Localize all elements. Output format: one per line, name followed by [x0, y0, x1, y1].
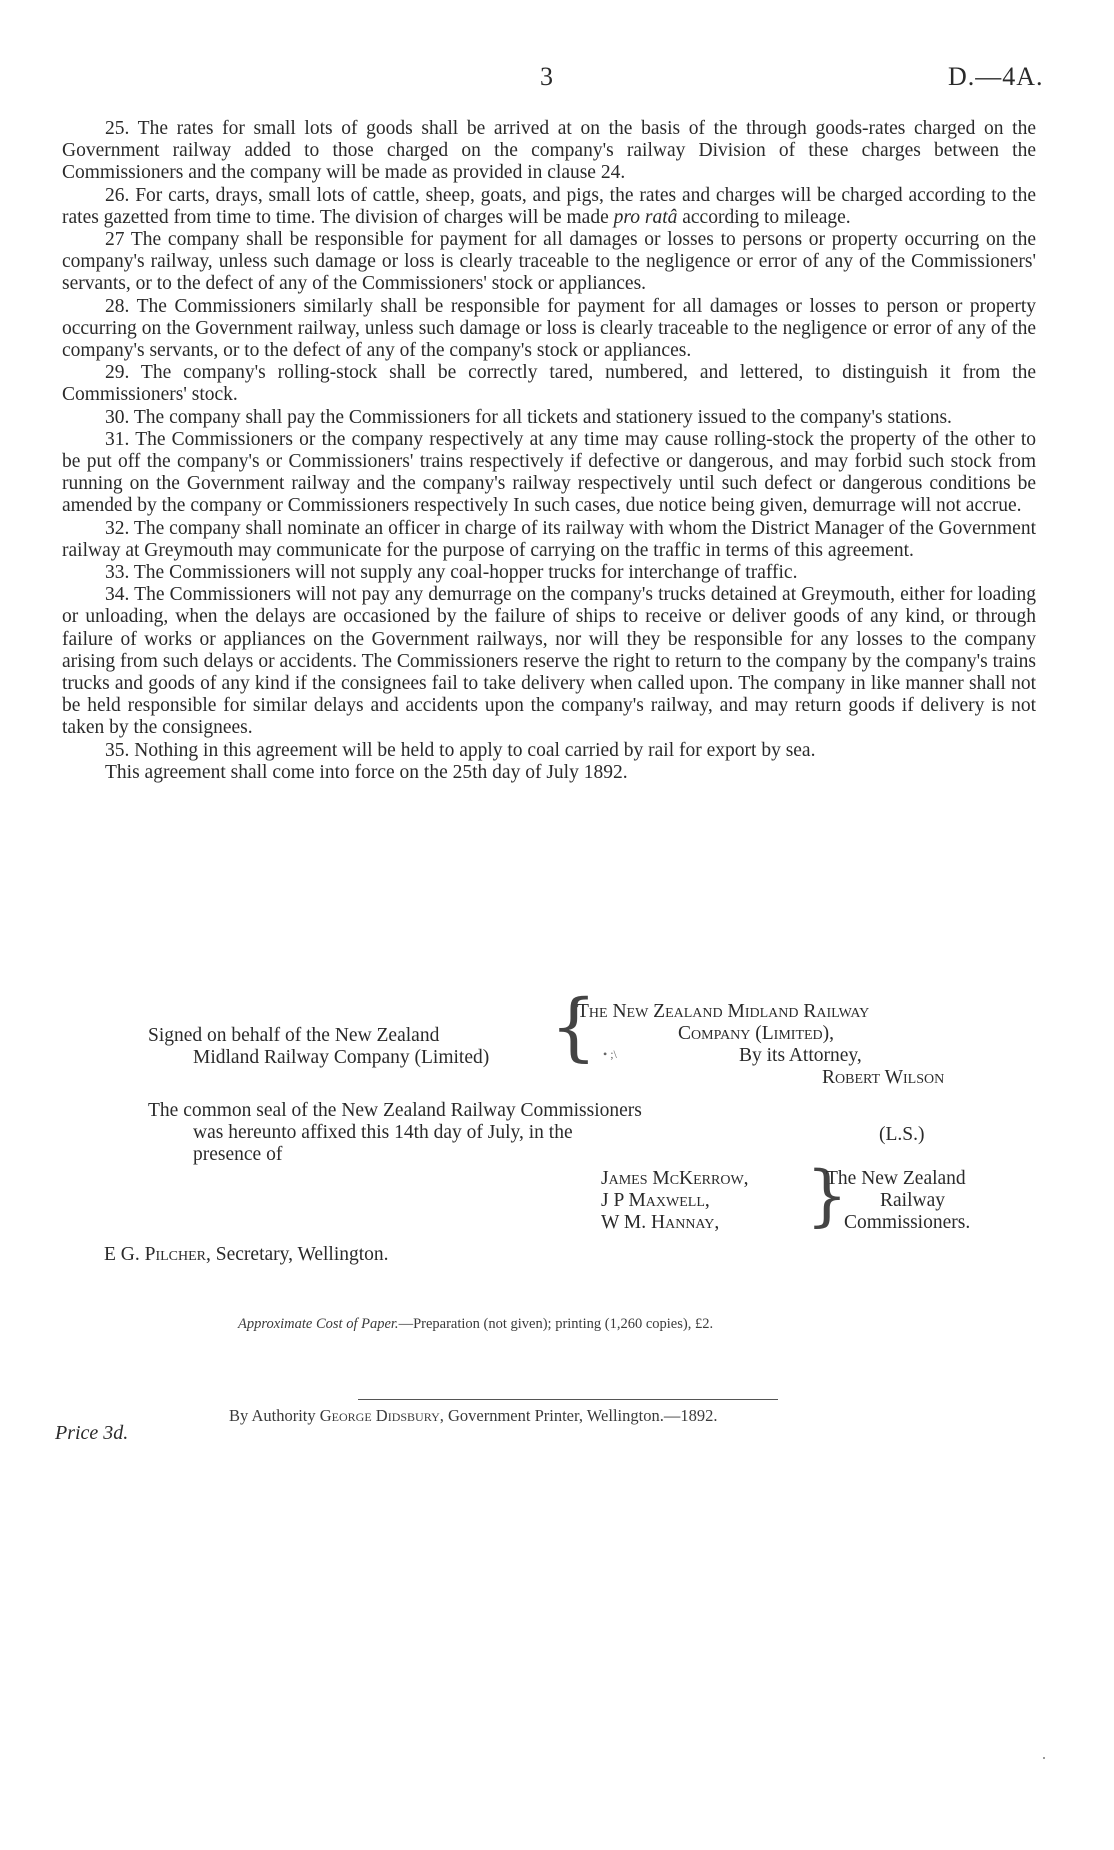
printer-name: George Didsbury, — [319, 1406, 444, 1425]
signatory-mckerrow: James McKerrow, — [601, 1168, 749, 1189]
page-number: 3 — [540, 62, 553, 91]
paper-speck — [1043, 1757, 1045, 1759]
clause-27: 27 The company shall be responsible for payment for all damages or losses to persons or property occurring on the company's railway, unless such damage or loss is clearly traceable to the negligence or error of any of the Commissioners' servants, or to the defect of any of the Commissioners' stock or appliances. — [62, 229, 1036, 295]
clause-26-end: according to mileage. — [682, 206, 851, 228]
seal-line1: The common seal of the New Zealand Railway Commissioners — [148, 1100, 642, 1121]
signatory-hannay: W M. Hannay, — [601, 1212, 720, 1233]
stray-mark: • ;\ — [603, 1047, 617, 1061]
commissioners-line3: Commissioners. — [844, 1212, 971, 1233]
seal-line2: was hereunto affixed this 14th day of July, in the — [193, 1122, 573, 1143]
clause-25: 25. The rates for small lots of goods shall be arrived at on the basis of the through goods-rates charged on the Government railway added to those charged on the company's railway Division of these charges between the Commissioners and the company will be made as provided in clause 24. — [62, 118, 1036, 184]
document-reference: D.—4A. — [948, 62, 1044, 91]
secretary-line — [104, 1244, 389, 1266]
clause-28: 28. The Commissioners similarly shall be responsible for payment for all damages or losses to person or property occurring on the Government railway, unless such damage or loss is clearly traceable to the negligence or error of any of the company's servants, or to the defect of any of the company's stock or appliances. — [62, 295, 1036, 362]
secretary-role: Secretary, Wellington. — [215, 1244, 389, 1265]
agreement-clauses — [62, 118, 1036, 784]
printing-cost-note — [238, 1316, 713, 1333]
clause-34: 34. The Commissioners will not pay any demurrage on the company's trucks detained at Greymouth, either for loading or unloading, when the delays are occasioned by the failure of ships to receive or deliver goods of any kind, or through failure of works or appliances on the Government railways, nor will they be responsible for any losses to the company arising from such delays or accidents. The Commissioners reserve the right to return to the company by the company's trains trucks and goods of any kind if the consignees fail to take delivery when called upon. The company in like manner shall not be held responsible for similar delays and accidents upon the company's railway, and may return goods if delivery is not taken by the consignees. — [62, 584, 1036, 739]
attorney-name: Robert Wilson — [822, 1067, 945, 1088]
company-sign-left-line1: Signed on behalf of the New Zealand — [148, 1025, 440, 1046]
authority-prefix: By Authority — [229, 1406, 316, 1425]
company-name-line2: Company (Limited), — [678, 1023, 835, 1044]
company-sign-left-line2: Midland Railway Company (Limited) — [193, 1047, 490, 1068]
clause-31: 31. The Commissioners or the company respectively at any time may cause rolling-stock the property of the other to be put off the company's or Commissioners' trains respectively if defective or dangerous, and may forbid such stock from running on the Government railway and the company's railway respectively until such defect or dangerous conditions be amended by the company or Commissioners respectively In such cases, due notice being given, demurrage will not accrue. — [62, 428, 1036, 517]
clause-30: 30. The company shall pay the Commissioners for all tickets and stationery issued to the company's stations. — [105, 406, 952, 428]
clause-26-text: 26. For carts, drays, small lots of cattle, sheep, goats, and pigs, the rates and charges will be charged according to the rates gazetted from time to time. The division of charges will be made — [62, 184, 1036, 228]
clause-26 — [62, 185, 1036, 229]
authority-suffix: Government Printer, Wellington.—1892. — [447, 1406, 718, 1425]
commissioners-line1: The New Zealand — [826, 1168, 966, 1189]
footer-rule — [358, 1399, 778, 1400]
cost-label: Approximate Cost of Paper. — [238, 1316, 399, 1332]
signatory-maxwell: J P Maxwell, — [601, 1190, 710, 1211]
commissioners-line2: Railway — [880, 1190, 945, 1211]
company-brace-icon: { — [550, 984, 598, 1070]
secretary-name: E G. Pilcher, — [104, 1244, 211, 1265]
commissioners-brace-icon: } — [806, 1157, 848, 1234]
clause-26-pro-rata: pro ratâ — [613, 206, 678, 228]
attorney-label: By its Attorney, — [739, 1045, 862, 1066]
company-name-line1: The New Zealand Midland Railway — [577, 1001, 870, 1022]
clause-33: 33. The Commissioners will not supply any coal-hopper trucks for interchange of traffic. — [105, 562, 798, 584]
price: Price 3d. — [55, 1422, 129, 1444]
clause-35: 35. Nothing in this agreement will be held to apply to coal carried by rail for export by sea. — [105, 739, 816, 761]
printer-imprint — [229, 1406, 717, 1426]
clause-29: 29. The company's rolling-stock shall be correctly tared, numbered, and lettered, to distinguish it from the Commissioners' stock. — [62, 362, 1036, 406]
locus-sigilli: (L.S.) — [879, 1124, 925, 1145]
cost-text: —Preparation (not given); printing (1,260 copies), £2. — [398, 1316, 714, 1332]
commencement-clause: This agreement shall come into force on the 25th day of July 1892. — [105, 761, 628, 783]
clause-32: 32. The company shall nominate an officer in charge of its railway with whom the District Manager of the Government railway at Greymouth may communicate for the purpose of carrying on the traffic in terms of this agreement. — [62, 517, 1036, 561]
seal-line3: presence of — [193, 1144, 283, 1165]
